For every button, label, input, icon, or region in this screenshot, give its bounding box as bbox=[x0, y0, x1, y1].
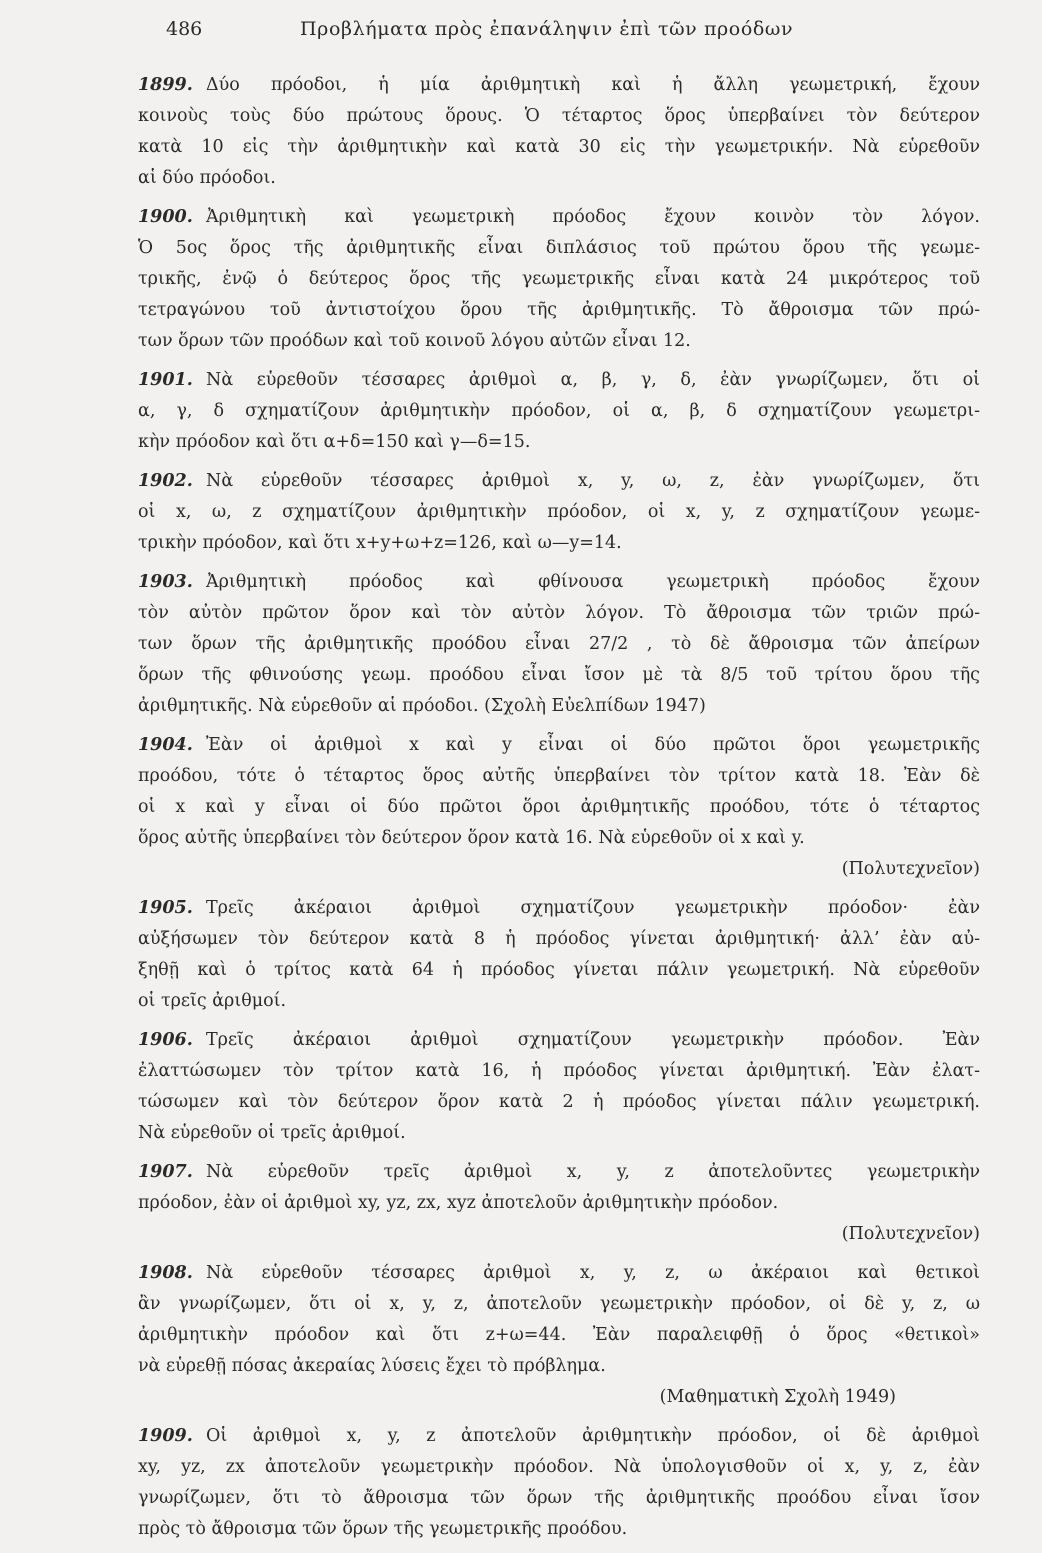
problem-text: των ὅρων τῆς ἀριθμητικῆς προόδου εἶναι 27/2 , τὸ δὲ ἄθροισμα τῶν ἀπείρων bbox=[138, 634, 980, 654]
problem-text: Ἀριθμητικὴ καὶ γεωμετρικὴ πρόοδος ἔχουν κοινὸν τὸν λόγον. bbox=[206, 207, 980, 227]
problem-text: α, γ, δ σχηματίζουν ἀριθμητικὴν πρόοδον, οἱ α, β, δ σχηματίζουν γεωμετρι- bbox=[138, 401, 980, 421]
problem-line bbox=[138, 365, 980, 396]
problem-line bbox=[138, 466, 980, 497]
problem-number: 1908. bbox=[138, 1263, 193, 1283]
problem-1903 bbox=[138, 567, 980, 722]
problem-line bbox=[138, 823, 980, 854]
problem-1905 bbox=[138, 893, 980, 1017]
problem-text: ἀριθμητικῆς. Νὰ εὑρεθοῦν αἱ πρόοδοι. (Σχολὴ Εὐελπίδων 1947) bbox=[138, 696, 706, 716]
problem-line bbox=[138, 1320, 980, 1351]
problem-text: κὴν πρόοδον καὶ ὅτι α+δ=150 καὶ γ—δ=15. bbox=[138, 432, 531, 452]
problem-number: 1907. bbox=[138, 1162, 193, 1182]
problem-text: Ἀριθμητικὴ πρόοδος καὶ φθίνουσα γεωμετρικὴ πρόοδος ἔχουν bbox=[206, 572, 980, 592]
problem-1906 bbox=[138, 1025, 980, 1149]
problem-1901 bbox=[138, 365, 980, 458]
problem-line bbox=[138, 1025, 980, 1056]
problem-source: (Μαθηματικὴ Σχολὴ 1949) bbox=[659, 1387, 896, 1407]
problem-line bbox=[138, 893, 980, 924]
problem-text: Τρεῖς ἀκέραιοι ἀριθμοὶ σχηματίζουν γεωμετρικὴν πρόοδον· ἐὰν bbox=[206, 898, 980, 918]
problem-line bbox=[138, 924, 980, 955]
problem-number: 1906. bbox=[138, 1030, 193, 1050]
problem-number: 1909. bbox=[138, 1426, 193, 1446]
problem-line bbox=[138, 396, 980, 427]
problem-line bbox=[138, 1258, 980, 1289]
problem-text: Νὰ εὑρεθοῦν τέσσαρες ἀριθμοὶ x, y, z, ω ἀκέραιοι καὶ θετικοὶ bbox=[206, 1263, 980, 1283]
problem-line bbox=[138, 1289, 980, 1320]
problem-line bbox=[138, 660, 980, 691]
problem-line bbox=[138, 427, 980, 458]
problem-number: 1905. bbox=[138, 898, 193, 918]
problem-line bbox=[138, 1087, 980, 1118]
problem-source: (Πολυτεχνεῖον) bbox=[841, 1224, 980, 1244]
problem-line bbox=[138, 497, 980, 528]
problem-line bbox=[138, 233, 980, 264]
problem-line bbox=[138, 326, 980, 357]
problem-text: Τρεῖς ἀκέραιοι ἀριθμοὶ σχηματίζουν γεωμετρικὴν πρόοδον. Ἐὰν bbox=[206, 1030, 980, 1050]
problem-text: κοινοὺς τοὺς δύο πρώτους ὅρους. Ὁ τέταρτος ὅρος ὑπερβαίνει τὸν δεύτερον bbox=[138, 106, 980, 126]
problem-line bbox=[138, 1514, 980, 1545]
problem-number: 1904. bbox=[138, 735, 193, 755]
problem-text: Νὰ εὑρεθοῦν τρεῖς ἀριθμοὶ x, y, z ἀποτελοῦντες γεωμετρικὴν bbox=[206, 1162, 980, 1182]
problem-text: αἱ δύο πρόοδοι. bbox=[138, 168, 276, 188]
problem-text: τώσωμεν καὶ τὸν δεύτερον ὅρον κατὰ 2 ἡ πρόοδος γίνεται πάλιν γεωμετρική. bbox=[138, 1092, 980, 1112]
problem-1907 bbox=[138, 1157, 980, 1250]
problem-number: 1899. bbox=[138, 75, 193, 95]
problem-number: 1901. bbox=[138, 370, 193, 390]
problem-line bbox=[138, 163, 980, 194]
problem-line bbox=[138, 101, 980, 132]
problem-line bbox=[138, 730, 980, 761]
problem-line bbox=[138, 1351, 980, 1382]
problem-text: ἂν γνωρίζωμεν, ὅτι οἱ x, y, z, ἀποτελοῦν γεωμετρικὴν πρόοδον, οἱ δὲ y, z, ω bbox=[138, 1294, 980, 1314]
problem-text: ξηθῇ καὶ ὁ τρίτος κατὰ 64 ἡ πρόοδος γίνεται πάλιν γεωμετρική. Νὰ εὑρεθοῦν bbox=[138, 960, 980, 980]
problem-text: οἱ x, ω, z σχηματίζουν ἀριθμητικὴν πρόοδον, οἱ x, y, z σχηματίζουν γεωμε- bbox=[138, 502, 980, 522]
problem-line bbox=[138, 955, 980, 986]
problem-number: 1903. bbox=[138, 572, 193, 592]
problem-line bbox=[138, 132, 980, 163]
problem-text: Ἐὰν οἱ ἀριθμοὶ x καὶ y εἶναι οἱ δύο πρῶτοι ὅροι γεωμετρικῆς bbox=[206, 735, 980, 755]
problem-line bbox=[138, 1118, 980, 1149]
problem-text: Νὰ εὑρεθοῦν οἱ τρεῖς ἀριθμοί. bbox=[138, 1123, 406, 1143]
problem-text: γνωρίζωμεν, ὅτι τὸ ἄθροισμα τῶν ὅρων τῆς ἀριθμητικῆς προόδου εἶναι ἴσον bbox=[138, 1488, 980, 1508]
problem-line bbox=[138, 567, 980, 598]
problem-line bbox=[138, 691, 980, 722]
problem-line bbox=[138, 528, 980, 559]
problem-text: Νὰ εὑρεθοῦν τέσσαρες ἀριθμοὶ x, y, ω, z, ἐὰν γνωρίζωμεν, ὅτι bbox=[206, 471, 980, 491]
page-number: 486 bbox=[166, 18, 203, 40]
problem-number: 1902. bbox=[138, 471, 193, 491]
running-title: Προβλήματα πρὸς ἐπανάληψιν ἐπὶ τῶν προόδων bbox=[300, 18, 794, 40]
problem-line bbox=[138, 986, 980, 1017]
problem-text: τὸν αὐτὸν πρῶτον ὅρον καὶ τὸν αὐτὸν λόγον. Τὸ ἄθροισμα τῶν τριῶν πρώ- bbox=[138, 603, 980, 623]
problem-line bbox=[138, 70, 980, 101]
problem-1900 bbox=[138, 202, 980, 357]
problem-text: ἀριθμητικὴν πρόοδον καὶ ὅτι z+ω=44. Ἐὰν παραλειφθῇ ὁ ὅρος «θετικοὶ» bbox=[138, 1325, 980, 1345]
problem-text: Ὁ 5ος ὅρος τῆς ἀριθμητικῆς εἶναι διπλάσιος τοῦ πρώτου ὅρου τῆς γεωμε- bbox=[138, 238, 980, 258]
problem-1904 bbox=[138, 730, 980, 885]
problem-line bbox=[138, 1157, 980, 1188]
page-header bbox=[0, 18, 1042, 48]
problem-text: προόδου, τότε ὁ τέταρτος ὅρος αὐτῆς ὑπερβαίνει τὸν τρίτον κατὰ 18. Ἐὰν δὲ bbox=[138, 766, 980, 786]
problem-text: Δύο πρόοδοι, ἡ μία ἀριθμητικὴ καὶ ἡ ἄλλη γεωμετρική, ἔχουν bbox=[206, 75, 980, 95]
problem-number: 1900. bbox=[138, 207, 193, 227]
problem-text: πρόοδον, ἐὰν οἱ ἀριθμοὶ xy, yz, zx, xyz ἀποτελοῦν ἀριθμητικὴν πρόοδον. bbox=[138, 1193, 779, 1213]
problem-text: νὰ εὑρεθῇ πόσας ἀκεραίας λύσεις ἔχει τὸ πρόβλημα. bbox=[138, 1356, 606, 1376]
problem-text: τετραγώνου τοῦ ἀντιστοίχου ὅρου τῆς ἀριθμητικῆς. Τὸ ἄθροισμα τῶν πρώ- bbox=[138, 300, 980, 320]
problem-text: τρικῆς, ἐνῷ ὁ δεύτερος ὅρος τῆς γεωμετρικῆς εἶναι κατὰ 24 μικρότερος τοῦ bbox=[138, 269, 980, 289]
problem-line bbox=[138, 1056, 980, 1087]
problem-line bbox=[138, 629, 980, 660]
problem-line bbox=[138, 761, 980, 792]
problem-line bbox=[138, 598, 980, 629]
problem-text: ὅρων τῆς φθινούσης γεωμ. προόδου εἶναι ἴσον μὲ τὰ 8/5 τοῦ τρίτου ὅρου τῆς bbox=[138, 665, 980, 685]
problem-line bbox=[138, 202, 980, 233]
problem-source: (Πολυτεχνεῖον) bbox=[841, 859, 980, 879]
problem-text: τρικὴν πρόοδον, καὶ ὅτι x+y+ω+z=126, καὶ ω—y=14. bbox=[138, 533, 622, 553]
problem-line bbox=[138, 1421, 980, 1452]
problem-text: Νὰ εὑρεθοῦν τέσσαρες ἀριθμοὶ α, β, γ, δ, ἐὰν γνωρίζωμεν, ὅτι οἱ bbox=[206, 370, 980, 390]
problem-text: αὐξήσωμεν τὸν δεύτερον κατὰ 8 ἡ πρόοδος γίνεται ἀριθμητική· ἀλλ’ ἐὰν αὐ- bbox=[138, 929, 980, 949]
problem-1909 bbox=[138, 1421, 980, 1545]
problem-line bbox=[138, 792, 980, 823]
problem-line bbox=[138, 295, 980, 326]
problem-text: ὅρος αὐτῆς ὑπερβαίνει τὸν δεύτερον ὅρον κατὰ 16. Νὰ εὑρεθοῦν οἱ x καὶ y. bbox=[138, 828, 805, 848]
problem-text: xy, yz, zx ἀποτελοῦν γεωμετρικὴν πρόοδον. Νὰ ὑπολογισθοῦν οἱ x, y, z, ἐὰν bbox=[138, 1457, 980, 1477]
problem-text: Οἱ ἀριθμοὶ x, y, z ἀποτελοῦν ἀριθμητικὴν πρόοδον, οἱ δὲ ἀριθμοὶ bbox=[206, 1426, 980, 1446]
problem-text: πρὸς τὸ ἄθροισμα τῶν ὅρων τῆς γεωμετρικῆς προόδου. bbox=[138, 1519, 628, 1539]
problem-line bbox=[138, 1452, 980, 1483]
problem-1902 bbox=[138, 466, 980, 559]
problem-line bbox=[138, 1188, 980, 1219]
problem-text: ἐλαττώσωμεν τὸν τρίτον κατὰ 16, ἡ πρόοδος γίνεται ἀριθμητική. Ἐὰν ἐλατ- bbox=[138, 1061, 980, 1081]
problem-text: οἱ τρεῖς ἀριθμοί. bbox=[138, 991, 287, 1011]
problem-text: οἱ x καὶ y εἶναι οἱ δύο πρῶτοι ὅροι ἀριθμητικῆς προόδου, τότε ὁ τέταρτος bbox=[138, 797, 980, 817]
problem-1899 bbox=[138, 70, 980, 194]
problem-line bbox=[138, 264, 980, 295]
problem-1908 bbox=[138, 1258, 980, 1413]
problem-list bbox=[138, 70, 980, 1553]
problem-line bbox=[138, 1483, 980, 1514]
problem-text: κατὰ 10 εἰς τὴν ἀριθμητικὴν καὶ κατὰ 30 εἰς τὴν γεωμετρικήν. Νὰ εὑρεθοῦν bbox=[138, 137, 980, 157]
problem-text: των ὅρων τῶν προόδων καὶ τοῦ κοινοῦ λόγου αὐτῶν εἶναι 12. bbox=[138, 331, 691, 351]
